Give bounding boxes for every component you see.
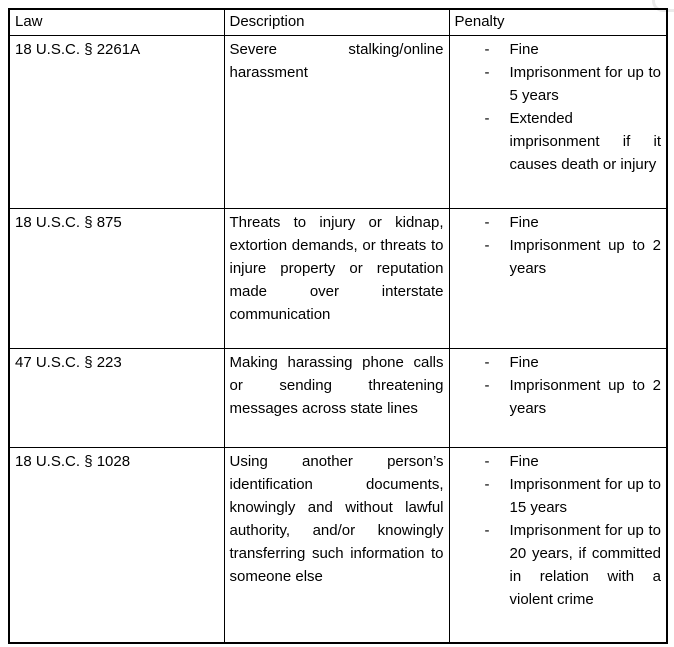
law-cell — [9, 36, 224, 209]
penalty-text: Imprisonment up to 2 years — [509, 377, 661, 417]
penalty-text: Imprisonment for up to 5 years — [509, 64, 661, 104]
column-header-law: Law — [9, 9, 224, 36]
dash-bullet-icon: - — [484, 214, 490, 231]
description-text: Using another person’s identification documents, knowingly and without lawful authority, and/or knowingly transferring such information to someone else — [229, 453, 444, 585]
penalty-item — [455, 519, 662, 611]
dash-bullet-icon: - — [484, 354, 490, 371]
dash-bullet-icon: - — [484, 377, 490, 394]
penalty-cell — [449, 36, 667, 209]
penalty-text: Fine — [509, 354, 539, 371]
law-text: 47 U.S.C. § 223 — [15, 354, 122, 371]
penalty-list — [455, 351, 662, 420]
penalty-item — [455, 107, 662, 176]
penalty-item — [455, 473, 662, 519]
description-cell — [224, 349, 449, 448]
penalty-text: Imprisonment for up to 20 years, if committed in relation with a violent crime — [509, 522, 661, 608]
dash-bullet-icon: - — [484, 110, 490, 127]
penalty-item — [455, 450, 662, 473]
penalty-text: Fine — [509, 41, 539, 58]
dash-bullet-icon: - — [484, 522, 490, 539]
penalty-list — [455, 450, 662, 611]
dash-bullet-icon: - — [484, 64, 490, 81]
penalty-text: Imprisonment up to 2 years — [509, 237, 661, 277]
column-header-penalty: Penalty — [449, 9, 667, 36]
penalty-text: Imprisonment for up to 15 years — [509, 476, 661, 516]
penalty-item — [455, 61, 662, 107]
law-text: 18 U.S.C. § 875 — [15, 214, 122, 231]
table-row — [9, 36, 667, 209]
penalty-cell — [449, 349, 667, 448]
penalty-item — [455, 374, 662, 420]
penalty-cell — [449, 448, 667, 643]
penalty-text: Fine — [509, 214, 539, 231]
law-cell — [9, 349, 224, 448]
law-cell — [9, 209, 224, 349]
dash-bullet-icon: - — [484, 237, 490, 254]
law-text: 18 U.S.C. § 1028 — [15, 453, 131, 470]
table-header-row — [9, 9, 667, 36]
table-row — [9, 209, 667, 349]
column-header-description: Description — [224, 9, 449, 36]
penalty-item — [455, 38, 662, 61]
penalty-cell — [449, 209, 667, 349]
penalty-text: Fine — [509, 453, 539, 470]
description-cell — [224, 448, 449, 643]
penalty-item — [455, 351, 662, 374]
description-text: Threats to injury or kidnap, extortion demands, or threats to injure property or reputation made over interstate communication — [229, 214, 444, 323]
penalty-text: Extended imprisonment if it causes death or injury — [509, 110, 661, 173]
dash-bullet-icon: - — [484, 453, 490, 470]
penalty-item — [455, 211, 662, 234]
law-text: 18 U.S.C. § 2261A — [15, 41, 141, 58]
law-penalty-table — [8, 8, 668, 644]
law-cell — [9, 448, 224, 643]
description-text: Severe stalking/online harassment — [229, 41, 444, 81]
table-row — [9, 448, 667, 643]
description-cell — [224, 36, 449, 209]
dash-bullet-icon: - — [484, 476, 490, 493]
dash-bullet-icon: - — [484, 41, 490, 58]
description-text: Making harassing phone calls or sending threatening messages across state lines — [229, 354, 444, 417]
penalty-list — [455, 211, 662, 280]
table-row — [9, 349, 667, 448]
description-cell — [224, 209, 449, 349]
penalty-item — [455, 234, 662, 280]
penalty-list — [455, 38, 662, 176]
